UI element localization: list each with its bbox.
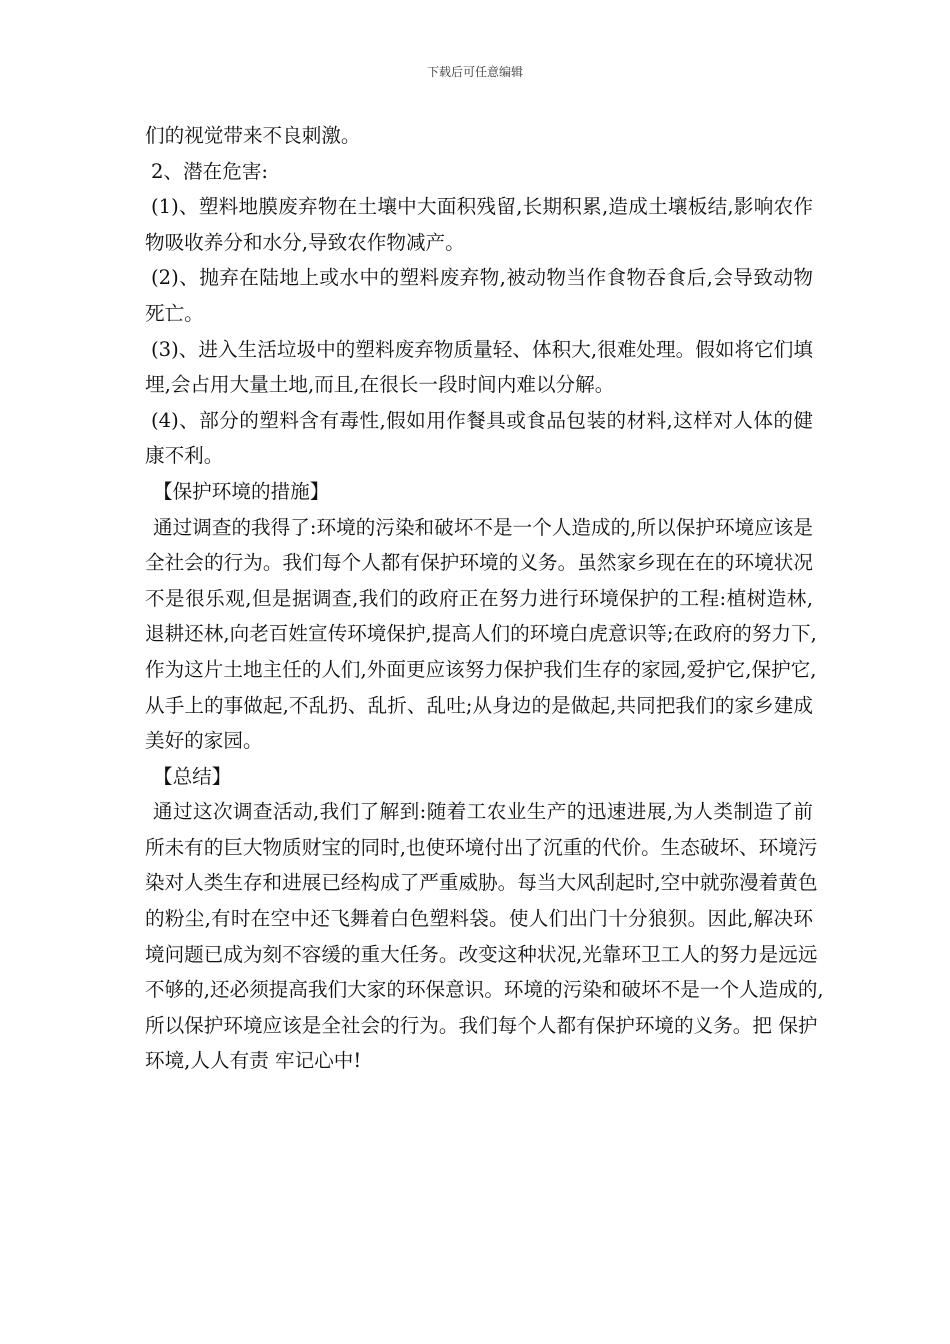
text-line: (2)、抛弃在陆地上或水中的塑料废弃物,被动物当作食物吞食后,会导致动物 [151, 266, 813, 290]
text-line: 作为这片土地主任的人们,外面更应该努力保护我们生存的家园,爱护它,保护它, [145, 657, 817, 681]
text-line: 全社会的行为。我们每个人都有保护环境的义务。虽然家乡现在在的环境状况 [145, 551, 813, 575]
text-line: 退耕还林,向老百姓宣传环境保护,提高人们的环境白虎意识等;在政府的努力下, [145, 622, 817, 646]
text-line: 们的视觉带来不良刺激。 [145, 124, 361, 147]
section-heading-potential-harm: 2、潜在危害: [151, 159, 269, 183]
document-body [145, 118, 824, 1079]
text-line: (1)、塑料地膜废弃物在土壤中大面积残留,长期积累,造成土壤板结,影响农作 [151, 195, 813, 219]
text-line: 染对人类生存和进展已经构成了严重威胁。每当大风刮起时,空中就弥漫着黄色 [145, 871, 818, 895]
text-line: (3)、进入生活垃圾中的塑料废弃物质量轻、体积大,很难处理。假如将它们填 [151, 337, 813, 361]
section-heading-summary: 【总结】 [153, 764, 232, 788]
text-line: 所以保护环境应该是全社会的行为。我们每个人都有保护环境的义务。把 保护 [145, 1013, 818, 1037]
text-line: 埋,会占用大量土地,而且,在很长一段时间内难以分解。 [145, 373, 615, 397]
section-heading-measures: 【保护环境的措施】 [153, 479, 330, 503]
text-line: 不够的,还必须提高我们大家的环保意识。环境的污染和破坏不是一个人造成的, [145, 978, 824, 1002]
text-line: 美好的家园。 [145, 729, 263, 753]
text-line: 康不利。 [145, 444, 224, 468]
text-line: 环境,人人有责 牢记心中! [145, 1049, 362, 1073]
text-line: 物吸收养分和水分,导致农作物减产。 [145, 230, 465, 254]
text-line: 通过调查的我得了:环境的污染和破坏不是一个人造成的,所以保护环境应该是 [153, 515, 813, 539]
text-line: 不是很乐观,但是据调查,我们的政府正在努力进行环境保护的工程:植树造林, [145, 586, 813, 610]
text-line: 境问题已成为刻不容缓的重大任务。改变这种状况,光靠环卫工人的努力是远远 [145, 942, 818, 966]
text-line: 从手上的事做起,不乱扔、乱折、乱吐;从身边的是做起,共同把我们的家乡建成 [145, 693, 813, 717]
text-line: 所未有的巨大物质财宝的同时,也使环境付出了沉重的代价。生态破坏、环境污 [145, 835, 818, 859]
page-header: 下载后可任意编辑 [426, 65, 523, 79]
text-line: 死亡。 [145, 301, 204, 325]
text-line: 通过这次调查活动,我们了解到:随着工农业生产的迅速进展,为人类制造了前 [153, 800, 813, 824]
text-line: 的粉尘,有时在空中还飞舞着白色塑料袋。使人们出门十分狼狈。因此,解决环 [145, 907, 813, 931]
text-line: (4)、部分的塑料含有毒性,假如用作餐具或食品包装的材料,这样对人体的健 [151, 408, 813, 432]
